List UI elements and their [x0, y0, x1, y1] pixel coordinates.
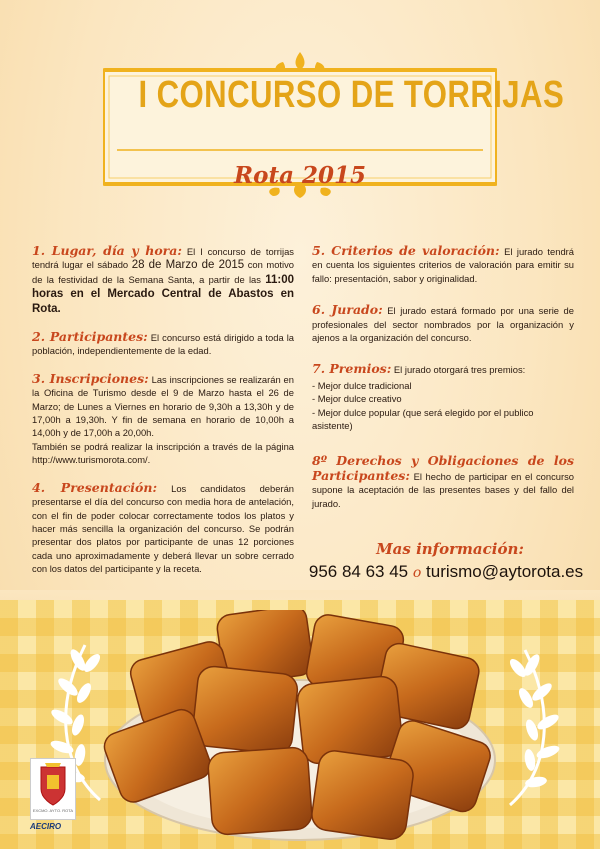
- section-7-heading: 7. Premios:: [312, 361, 392, 377]
- contact-line: [296, 562, 596, 582]
- section-3-text: Las inscripciones se realizarán en la Oficina de Turismo desde el 9 de Marzo hasta el 26 de Marzo; de Lunes a Viernes en horario de 9,30h a 13,30h y de 17,00h a 19,30h. Y fin de semana en horario de 10,00h a 14,00h y de 17,00h a 20,00h.: [32, 373, 294, 439]
- section-8: [312, 454, 574, 510]
- section-3-heading: 3. Inscripciones:: [32, 370, 149, 386]
- section-2: [32, 330, 294, 358]
- section-1-time: 11:00 horas en el Mercado Central de Abastos en Rota.: [32, 273, 295, 315]
- section-1: [32, 244, 294, 316]
- contact-joiner: o: [412, 565, 422, 581]
- page-subtitle: Rota 2015: [233, 162, 366, 189]
- section-1-text-b: con motivo de la festividad de la Semana Santa, a partir de las: [32, 259, 295, 285]
- section-2-text: El concurso está dirigido a toda la población, independientemente de la edad.: [32, 332, 295, 357]
- section-2-heading: 2. Participantes:: [32, 329, 148, 345]
- torrijas-plate-image: [100, 610, 500, 849]
- section-6-text: El jurado estará formado por una serie de profesionales del sector nombrados por la organización y ajenos a la organización del concurso.: [312, 305, 574, 344]
- section-8-heading: 8º Derechos y Obligaciones de los Participantes:: [312, 453, 574, 483]
- section-4-heading: 4. Presentación:: [32, 479, 158, 495]
- prize-item: - Mejor dulce creativo: [312, 393, 402, 405]
- crest-icon: [31, 759, 75, 807]
- brand-logo: AECIRO: [30, 822, 62, 831]
- section-3: [32, 372, 294, 440]
- section-5-text: El jurado tendrá en cuenta los siguientes criterios de valoración para emitir su fallo: presentación, sabor y originalidad.: [312, 246, 574, 284]
- title-frame: [103, 50, 565, 198]
- left-column: [32, 244, 294, 590]
- section-5: [312, 244, 574, 285]
- contact-email[interactable]: turismo@aytorota.es: [426, 562, 584, 581]
- prize-list: [312, 379, 574, 433]
- prize-item: - Mejor dulce tradicional: [312, 379, 412, 391]
- section-1-text-a: El I concurso de torrijas tendrá lugar el sábado: [32, 246, 294, 271]
- more-info-heading: Mas información:: [376, 540, 524, 558]
- section-1-heading: 1. Lugar, día y hora:: [32, 243, 182, 258]
- section-4: [32, 481, 294, 576]
- section-7: [312, 362, 574, 376]
- seal-caption: EXCMO. AYTO. ROTA: [32, 808, 74, 813]
- contact-phone[interactable]: 956 84 63 45: [308, 562, 409, 581]
- section-6: [312, 303, 574, 344]
- section-1-date: 28 de Marzo de 2015: [131, 259, 245, 272]
- section-8-text: El hecho de participar en el concurso supone la aceptación de las presentes bases y del fallo del jurado.: [312, 470, 574, 509]
- laurel-right-icon: [490, 640, 570, 810]
- section-4-text: Los candidatos deberán presentarse el día del concurso con media hora de antelación, con el fin de poder colocar correctamente todos los platos y hacer más sencilla la organización del concurso. Se podrán presentar dos platos por participante de unas 12 porciones cada uno aproximadamente y deberá llevar un sobre cerrado con los datos del participante y la receta.: [32, 482, 294, 575]
- right-column: [312, 244, 574, 524]
- section-3-extra: También se podrá realizar la inscripción a través de la página http://www.turismorota.com/.: [32, 440, 294, 466]
- section-5-heading: 5. Criterios de valoración:: [312, 243, 500, 258]
- prize-item: - Mejor dulce popular (que será elegido por el publico asistente): [312, 406, 534, 432]
- section-7-text: El jurado otorgará tres premios:: [393, 364, 526, 376]
- section-6-heading: 6. Jurado:: [312, 302, 383, 318]
- page-title: I CONCURSO DE TORRIJAS: [138, 74, 565, 116]
